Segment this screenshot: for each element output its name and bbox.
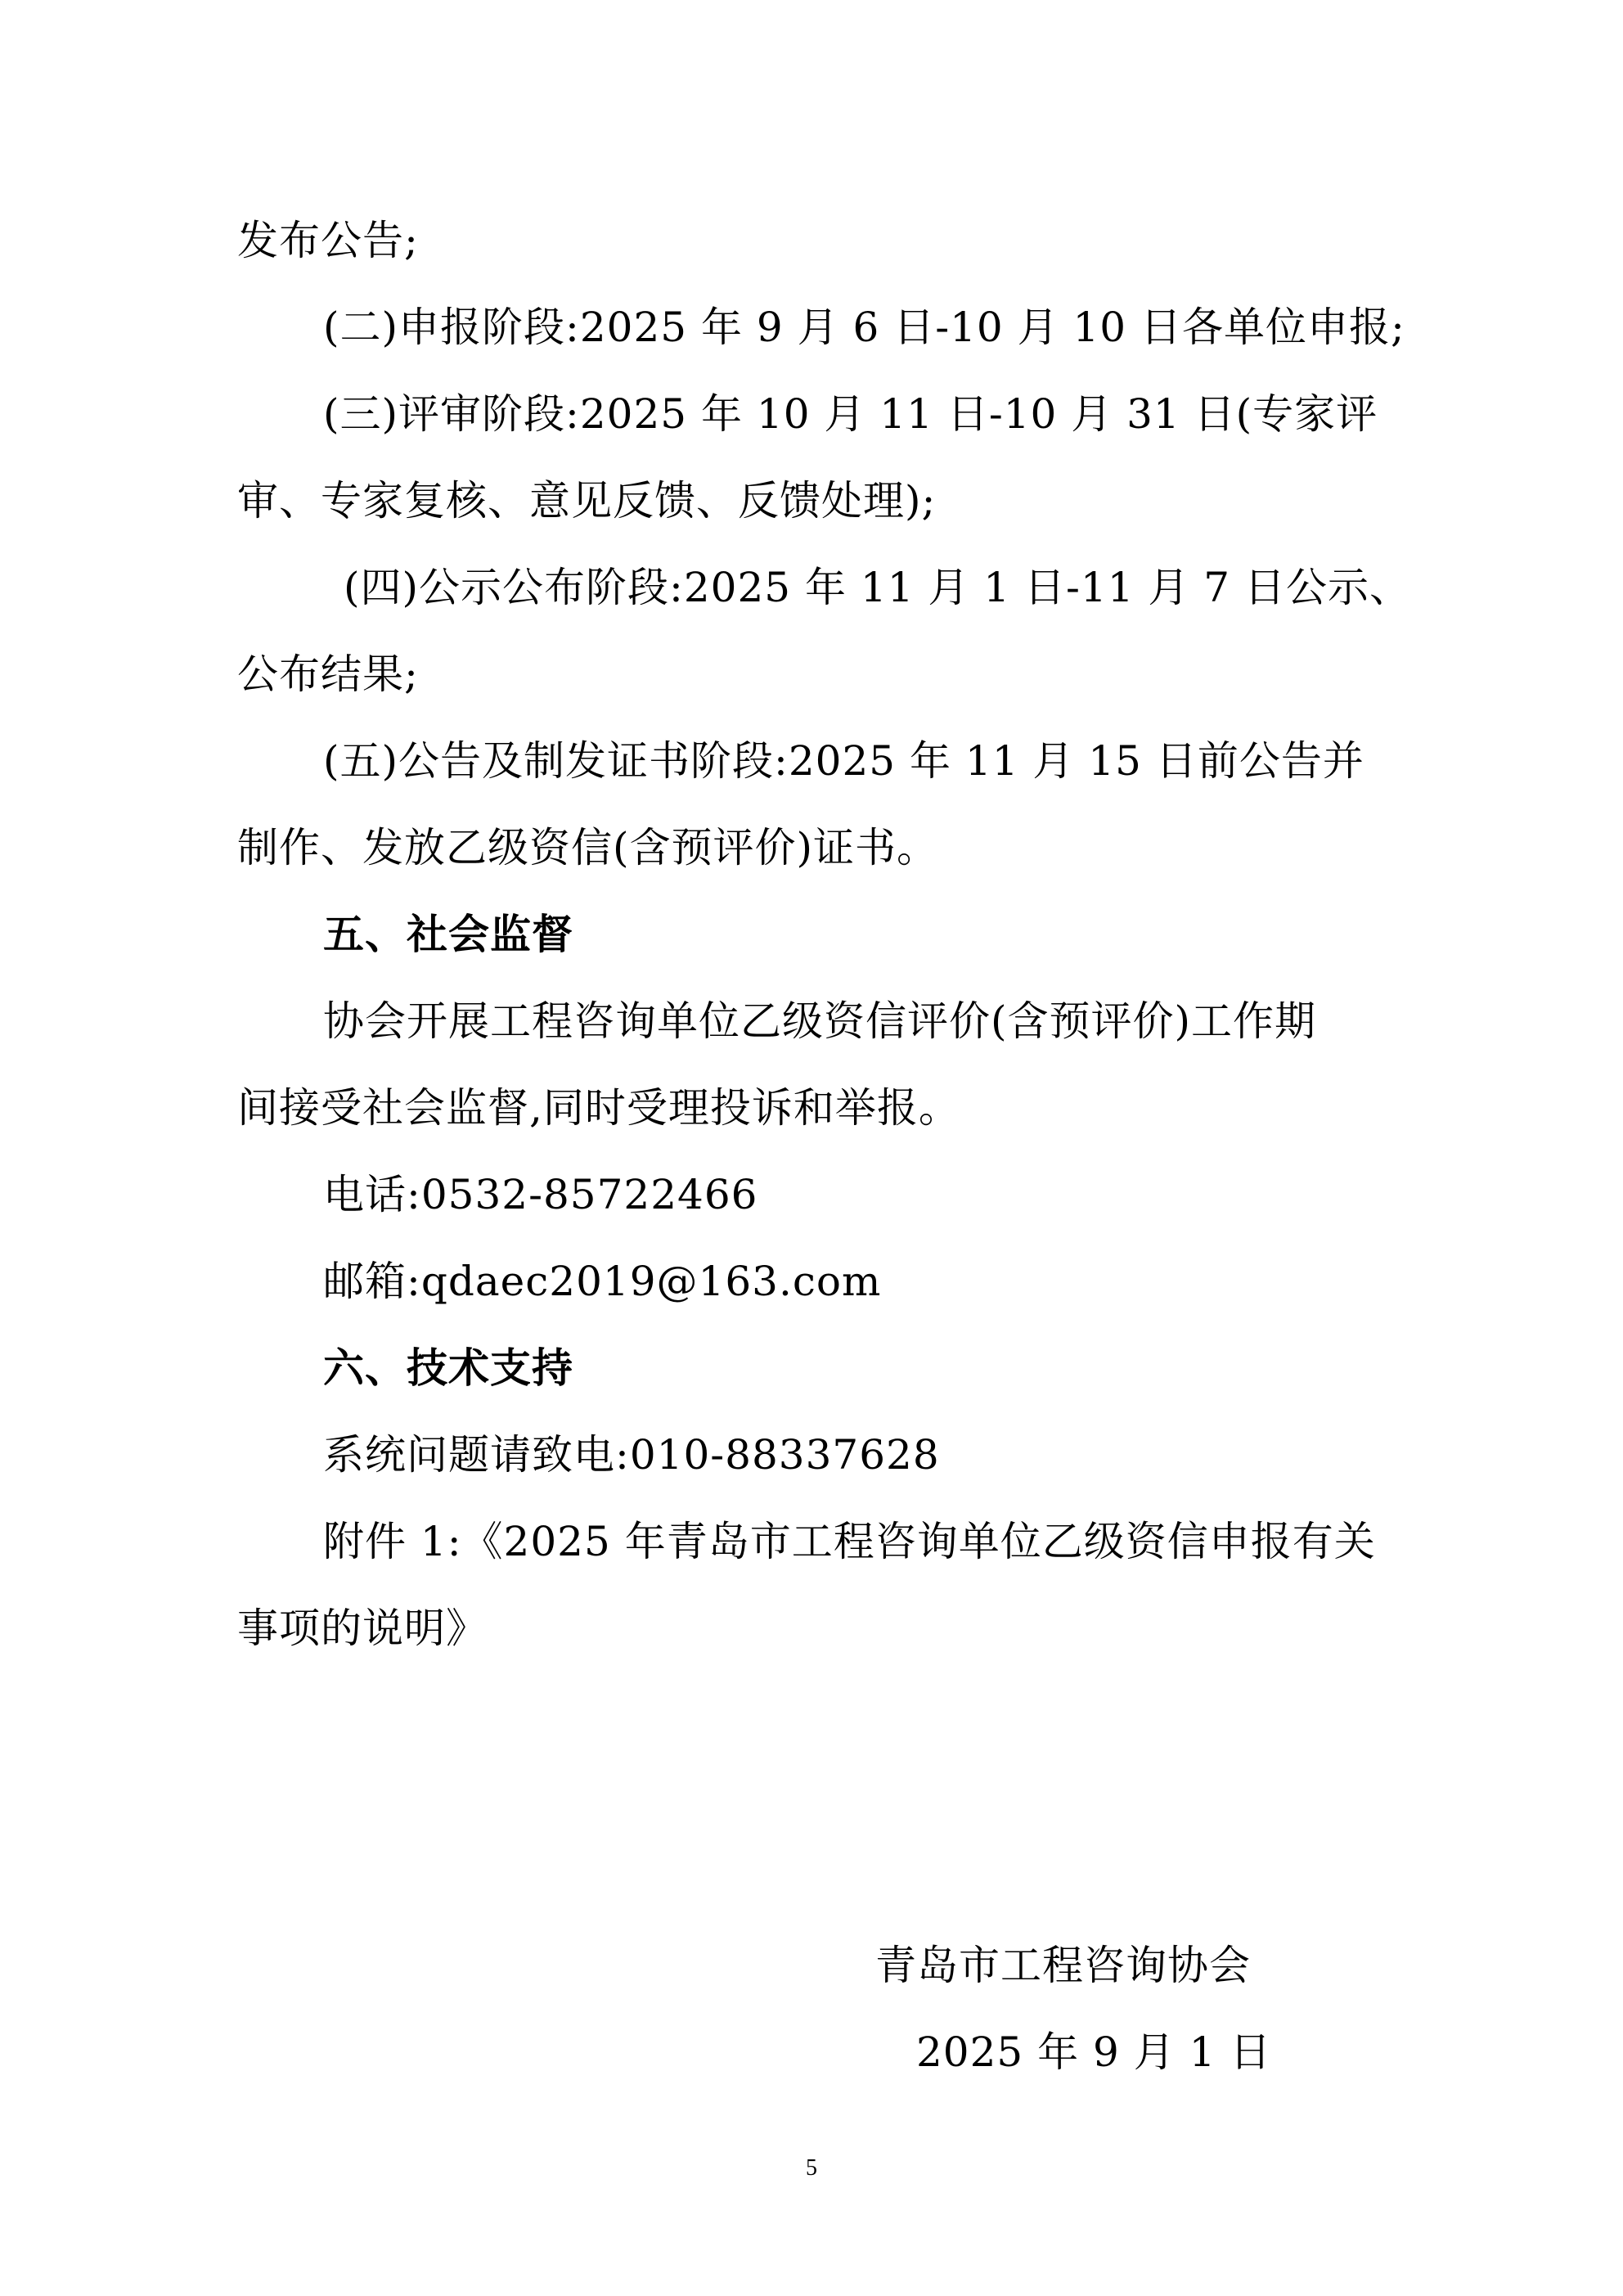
text-line: 协会开展工程咨询单位乙级资信评价(含预评价)工作期 <box>323 997 1317 1045</box>
signature-org: 青岛市工程咨询协会 <box>875 1942 1251 1989</box>
text-line: (三)评审阶段:2025 年 10 月 11 日-10 月 31 日(专家评 <box>323 390 1378 438</box>
text-line: 制作、发放乙级资信(含预评价)证书。 <box>237 824 939 871</box>
signature-date: 2025 年 9 月 1 日 <box>916 2028 1272 2076</box>
support-phone-line: 系统问题请致电:010-88337628 <box>323 1431 940 1479</box>
section-heading: 六、技术支持 <box>323 1344 573 1392</box>
email-line: 邮箱:qdaec2019@163.com <box>323 1258 882 1305</box>
attachment-line: 附件 1:《2025 年青岛市工程咨询单位乙级资信申报有关 <box>323 1518 1376 1565</box>
text-line: 发布公告; <box>237 217 419 264</box>
text-line: 间接受社会监督,同时受理投诉和举报。 <box>237 1084 960 1132</box>
section-heading: 五、社会监督 <box>323 911 573 958</box>
attachment-line: 事项的说明》 <box>237 1605 488 1652</box>
phone-line: 电话:0532-85722466 <box>323 1171 758 1218</box>
text-line: (四)公示公布阶段:2025 年 11 月 1 日-11 月 7 日公示、 <box>344 564 1412 611</box>
page-number: 5 <box>806 2155 817 2181</box>
text-line: (五)公告及制发证书阶段:2025 年 11 月 15 日前公告并 <box>323 737 1364 785</box>
text-line: (二)申报阶段:2025 年 9 月 6 日-10 月 10 日各单位申报; <box>323 304 1405 351</box>
text-line: 审、专家复核、意见反馈、反馈处理); <box>237 477 937 524</box>
text-line: 公布结果; <box>237 651 419 698</box>
